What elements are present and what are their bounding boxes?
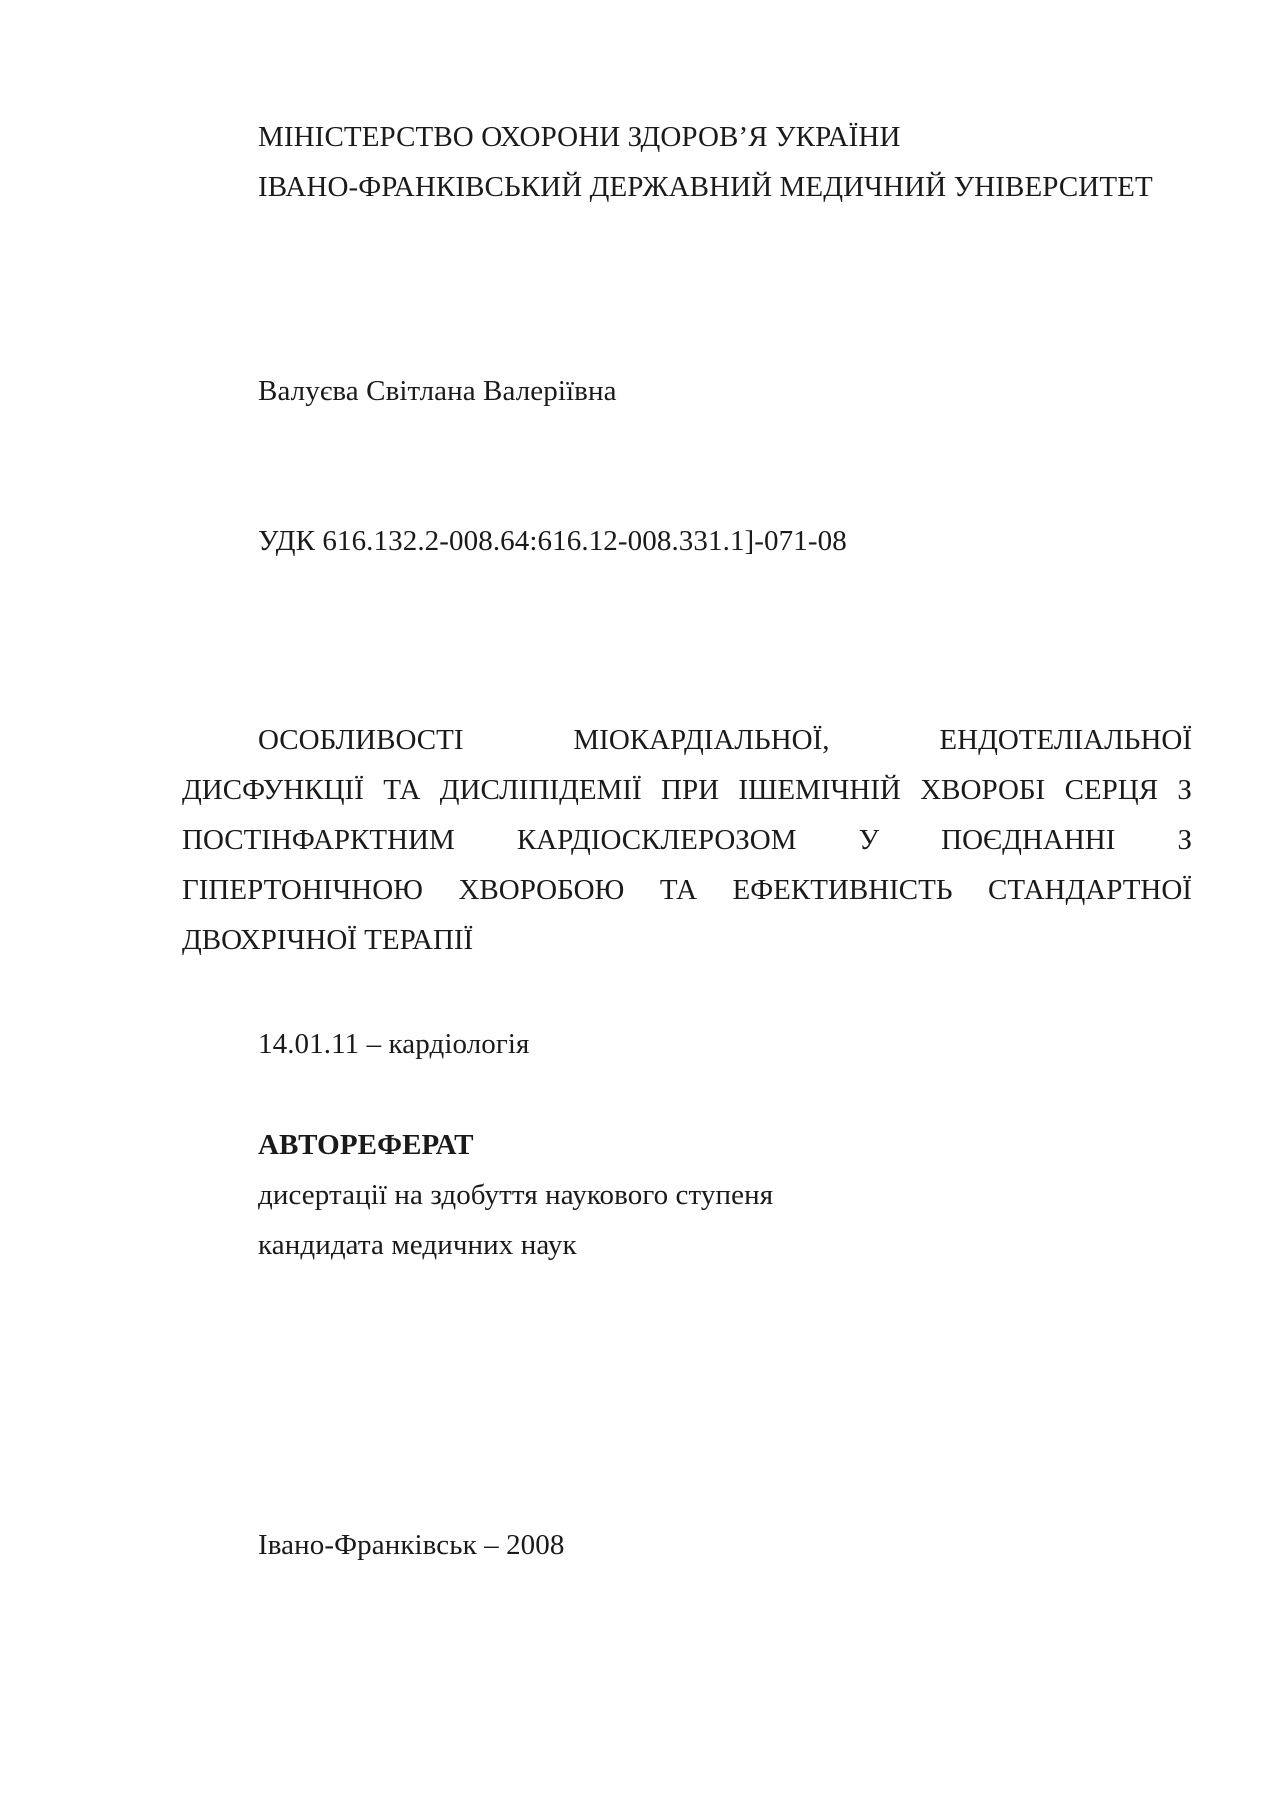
title-word: З — [1177, 774, 1192, 806]
title-word: ДИСЛІПІДЕМІЇ — [439, 774, 642, 806]
title-word: ХВОРОБОЮ — [458, 874, 625, 906]
title-word: СЕРЦЯ — [1064, 774, 1159, 806]
udc-code: УДК 616.132.2-008.64:616.12-008.331.1]-071-08 — [258, 525, 847, 557]
specialty-code: 14.01.11 – кардіологія — [258, 1028, 530, 1060]
ministry-heading: МІНІСТЕРСТВО ОХОРОНИ ЗДОРОВ’Я УКРАЇНИ — [258, 121, 901, 153]
dissertation-title — [182, 723, 1192, 973]
title-word: ЕНДОТЕЛІАЛЬНОЇ — [939, 724, 1192, 756]
title-word: ДИСФУНКЦІЇ — [182, 774, 364, 806]
title-word: З — [1177, 824, 1192, 856]
title-word: ІШЕМІЧНІЙ — [738, 774, 901, 806]
title-word: ПОЄДНАННІ — [941, 824, 1116, 856]
title-word: ЕФЕКТИВНІСТЬ — [732, 874, 953, 906]
title-line-4 — [182, 873, 1192, 923]
title-line-3 — [182, 823, 1192, 873]
title-line-2 — [182, 773, 1192, 823]
abstract-heading: АВТОРЕФЕРАТ — [258, 1129, 474, 1161]
title-word: МІОКАРДІАЛЬНОЇ, — [573, 724, 830, 756]
title-line-5 — [182, 923, 1192, 973]
title-word: СТАНДАРТНОЇ — [988, 874, 1192, 906]
title-word: ТА — [383, 774, 421, 806]
title-word: ПРИ — [661, 774, 720, 806]
university-heading: ІВАНО-ФРАНКІВСЬКИЙ ДЕРЖАВНИЙ МЕДИЧНИЙ УНІВЕРСИТЕТ — [258, 171, 1153, 203]
title-word: У — [858, 824, 880, 856]
author-name: Валуєва Світлана Валеріївна — [258, 375, 617, 407]
title-word: ДВОХРІЧНОЇ ТЕРАПІЇ — [182, 924, 474, 956]
academic-degree: кандидата медичних наук — [258, 1229, 577, 1261]
title-word: ТА — [659, 874, 698, 906]
abstract-purpose: дисертації на здобуття наукового ступеня — [258, 1179, 774, 1211]
title-word: ГІПЕРТОНІЧНОЮ — [182, 874, 423, 906]
title-word: КАРДІОСКЛЕРОЗОМ — [516, 824, 797, 856]
title-word: ПОСТІНФАРКТНИМ — [182, 824, 455, 856]
title-word: ОСОБЛИВОСТІ — [258, 724, 464, 756]
title-line-1 — [182, 723, 1192, 773]
city-year: Івано-Франківськ – 2008 — [258, 1529, 565, 1561]
title-word: ХВОРОБІ — [920, 774, 1046, 806]
